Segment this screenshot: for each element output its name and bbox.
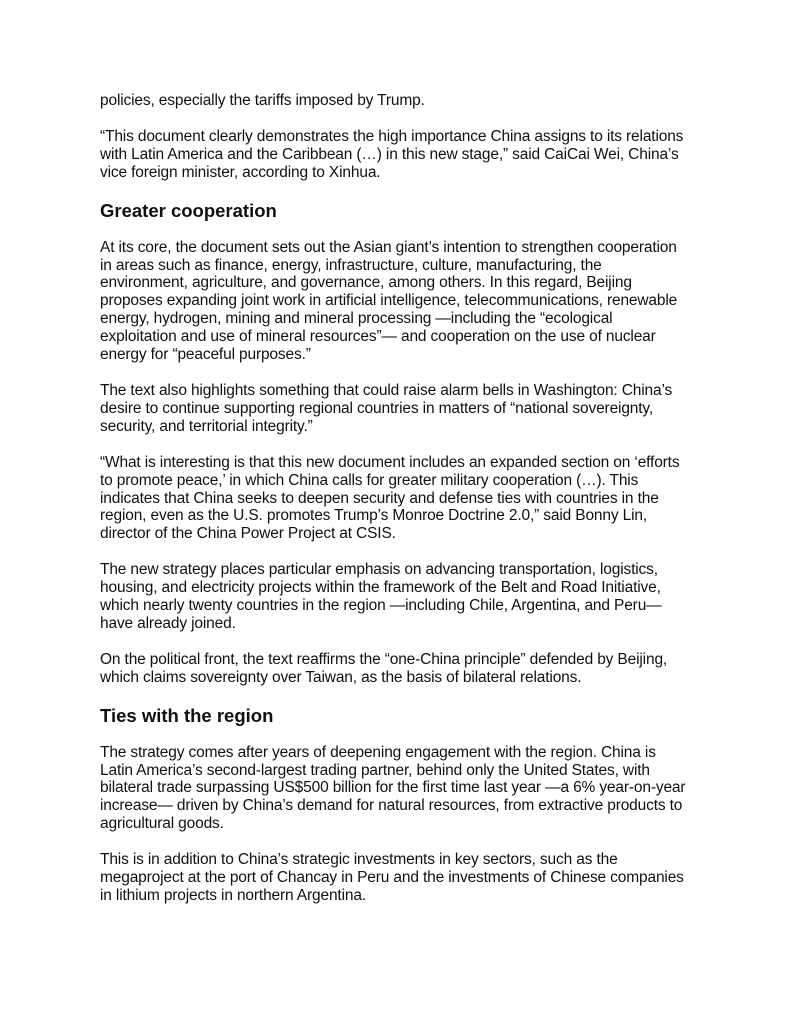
paragraph-sovereignty: The text also highlights something that could raise alarm bells in Washington: China’s desire to continue supporting regional countries in matters of “national sovereignty, security, and territorial integrity.” (100, 381, 673, 435)
paragraph-cooperation-areas: At its core, the document sets out the Asian giant’s intention to strengthen cooperation in areas such as finance, energy, infrastructure, culture, manufacturing, the environment, agriculture, and governance, among others. In this regard, Beijing proposes expanding joint work in artificial intelligence, telecommunications, renewable energy, hydrogen, mining and mineral processing —including the “ecological exploitation and use of mineral resources”— and cooperation on the use of nuclear energy for “peaceful purposes.” (100, 238, 678, 364)
paragraph-investments: This is in addition to China’s strategic investments in key sectors, such as the megaproject at the port of Chancay in Peru and the investments of Chinese companies in lithium projects in northern Argentina. (100, 851, 684, 904)
article-body (100, 92, 710, 923)
paragraph-tariffs: policies, especially the tariffs imposed by Trump. (100, 92, 425, 109)
heading-greater-cooperation: Greater cooperation (100, 199, 277, 221)
paragraph-one-china: On the political front, the text reaffirms the “one-China principle” defended by Beijing, which claims sovereignty over Taiwan, as the basis of bilateral relations. (100, 650, 668, 686)
heading-ties-with-region: Ties with the region (100, 704, 274, 726)
paragraph-belt-and-road: The new strategy places particular emphasis on advancing transportation, logistics, housing, and electricity projects within the framework of the Belt and Road Initiative, which nearly twenty countries in the region —including Chile, Argentina, and Peru— have already joined. (100, 561, 662, 632)
paragraph-vice-minister-quote: “This document clearly demonstrates the high importance China assigns to its relations with Latin America and the Caribbean (…) in this new stage,” said CaiCai Wei, China’s vice foreign minister, according to Xinhua. (100, 127, 684, 181)
paragraph-bonny-lin-quote: “What is interesting is that this new document includes an expanded section on ‘efforts to promote peace,’ in which China calls for greater military cooperation (…). This indicates that China seeks to deepen security and defense ties with countries in the region, even as the U.S. promotes Trump’s Monroe Doctrine 2.0,” said Bonny Lin, director of the China Power Project at CSIS. (100, 453, 680, 543)
paragraph-trade: The strategy comes after years of deepening engagement with the region. China is Latin America’s second-largest trading partner, behind only the United States, with bilateral trade surpassing US$500 billion for the first time last year —a 6% year-on-year increase— driven by China’s demand for natural resources, from extractive products to agricultural goods. (100, 743, 686, 833)
